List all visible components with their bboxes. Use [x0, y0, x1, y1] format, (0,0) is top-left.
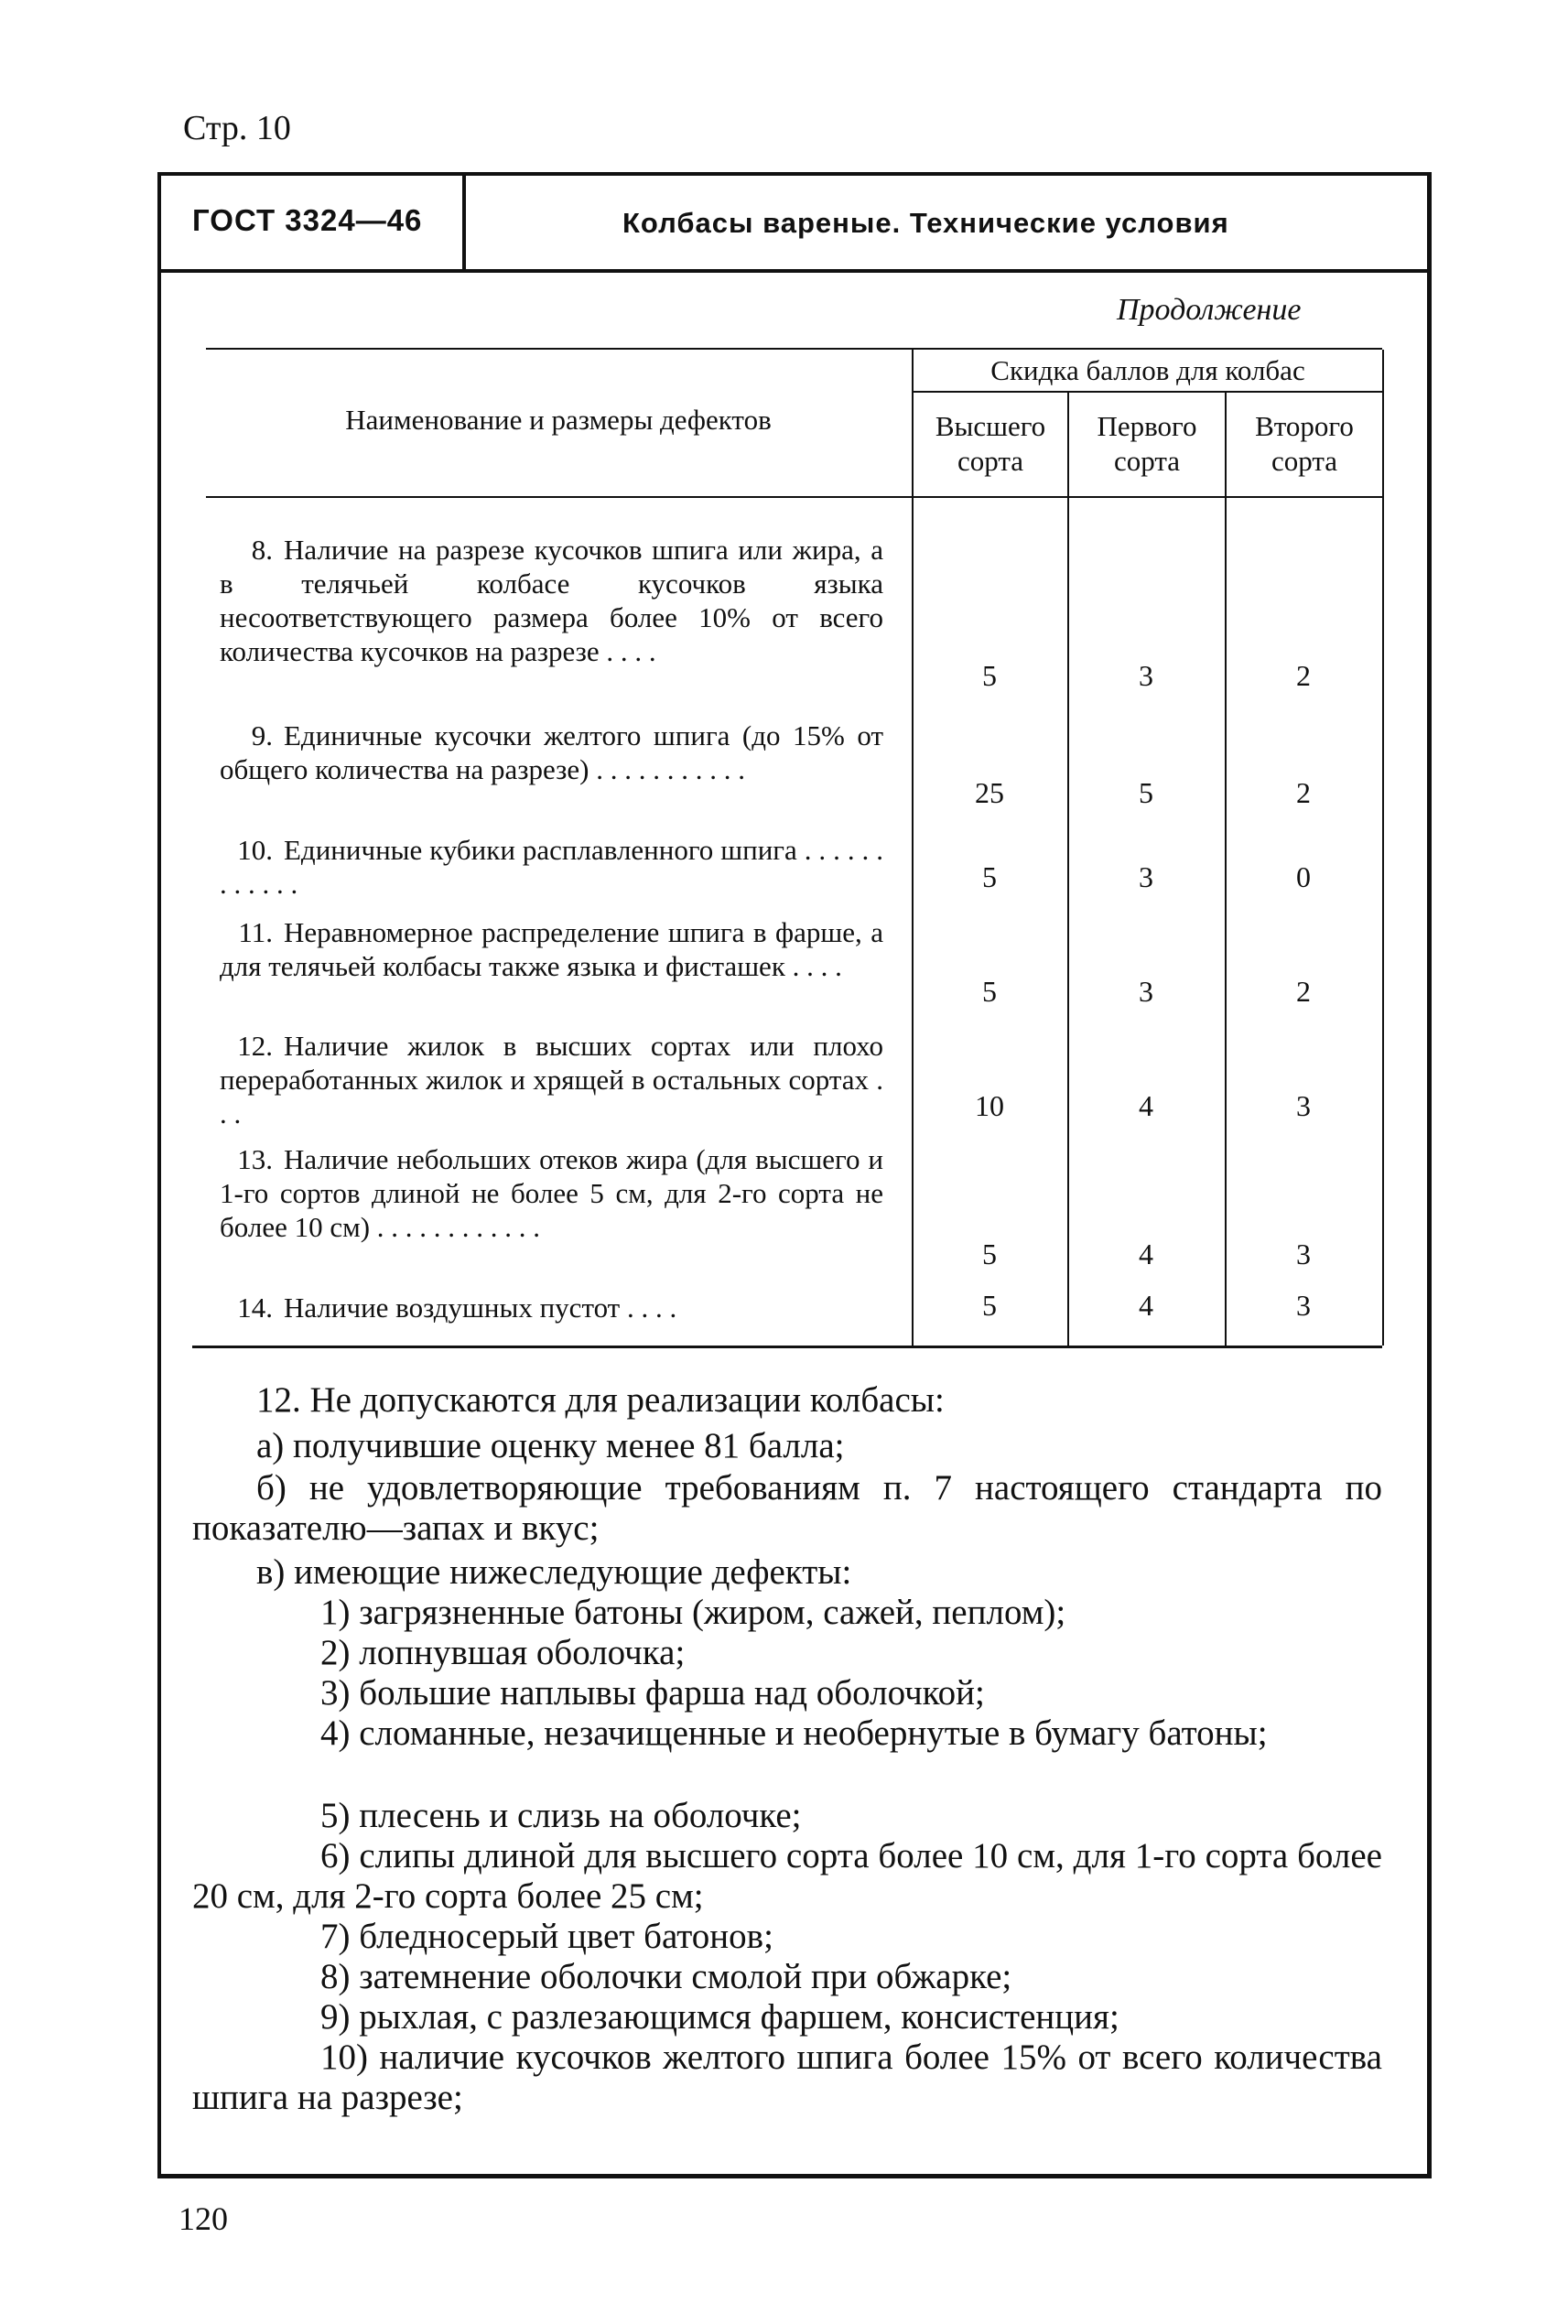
list-item: 5) плесень и слизь на оболочке; [320, 1796, 802, 1835]
table-row: 12. Наличие жилок в высших сортах или плохо переработанных жилок и хрящей в остальных сортах . . . [220, 1030, 883, 1130]
row-value-grade-3: 3 [1296, 1289, 1311, 1322]
list-item: 6) слипы длиной для высшего сорта более 10 см, для 1-го сорта более 20 см, для 2-го сорта более 25 см; [192, 1836, 1382, 1916]
continuation-label: Продолжение [1117, 293, 1302, 327]
list-item: 2) лопнувшая оболочка; [320, 1633, 686, 1672]
row-value-grade-1: 5 [982, 860, 997, 893]
list-item: 10) наличие кусочков желтого шпига более 15% от всего количества шпига на разрезе; [192, 2038, 1382, 2117]
row-value-grade-3: 2 [1296, 776, 1311, 809]
table-vline-3 [1225, 391, 1227, 1346]
frame-right-rule [1427, 174, 1432, 2174]
header-divider [462, 176, 466, 273]
row-value-grade-3: 3 [1296, 1238, 1311, 1270]
clause-b: б) не удовлетворяющие требованиям п. 7 настоящего стандарта по показателю—запах и вкус; [192, 1468, 1382, 1548]
row-value-grade-2: 4 [1139, 1089, 1153, 1122]
row-value-grade-3: 0 [1296, 860, 1311, 893]
list-item: 3) большие наплывы фарша над оболочкой; [320, 1673, 985, 1713]
row-value-grade-1: 5 [982, 975, 997, 1008]
row-value-grade-2: 3 [1139, 659, 1153, 692]
header-bottom-rule [157, 269, 1432, 273]
row-value-grade-2: 4 [1139, 1238, 1153, 1270]
frame-left-rule [157, 174, 161, 2174]
row-value-grade-3: 2 [1296, 659, 1311, 692]
gost-code: ГОСТ 3324—46 [192, 203, 423, 237]
row-value-grade-1: 5 [982, 1238, 997, 1270]
col-header-grade-3: Второго сорта [1255, 410, 1354, 477]
table-row: 9. Единичные кусочки желтого шпига (до 15% от общего количества на разрезе) . . . . . . . . . . . [220, 719, 883, 785]
list-item: 1) загрязненные батоны (жиром, сажей, пеплом); [320, 1593, 1066, 1632]
row-value-grade-3: 2 [1296, 975, 1311, 1008]
table-vline-2 [1067, 391, 1069, 1346]
table-row: 10. Единичные кубики расплавленного шпига . . . . . . . . . . . . [220, 834, 883, 900]
col-header-grade-1: Высшего сорта [935, 410, 1046, 477]
page-number: 120 [178, 2200, 228, 2237]
col-header-group: Скидка баллов для колбас [990, 354, 1305, 386]
row-value-grade-2: 3 [1139, 975, 1153, 1008]
col-header-grade-2: Первого сорта [1097, 410, 1197, 477]
list-item: 4) сломанные, незачищенные и необернутые в бумагу батоны; [320, 1713, 1268, 1753]
row-value-grade-2: 5 [1139, 776, 1153, 809]
row-value-grade-1: 25 [975, 776, 1004, 809]
row-value-grade-1: 10 [975, 1089, 1004, 1122]
list-item: 9) рыхлая, с разлезающимся фаршем, консистенция; [320, 1997, 1119, 2037]
table-row: 14. Наличие воздушных пустот . . . . [237, 1292, 677, 1324]
paragraph-12: 12. Не допускаются для реализации колбасы: [256, 1380, 945, 1420]
footer-rule [157, 2174, 1432, 2178]
clause-a: а) получившие оценку менее 81 балла; [256, 1426, 845, 1465]
table-row: 13. Наличие небольших отеков жира (для высшего и 1-го сортов длиной не более 5 см, для 2-го сорта не более 10 см) . . . . . . . . . . . . [220, 1143, 883, 1243]
list-item: 8) затемнение оболочки смолой при обжарке; [320, 1957, 1012, 1996]
table-row: 11. Неравномерное распределение шпига в фарше, а для телячьей колбасы также языка и фисташек . . . . [220, 916, 883, 982]
document-title: Колбасы вареные. Технические условия [622, 207, 1229, 239]
list-item: 7) бледносерый цвет батонов; [320, 1917, 773, 1956]
col-header-defect: Наименование и размеры дефектов [345, 404, 772, 436]
table-row: 8. Наличие на разрезе кусочков шпига или жира, а в телячьей колбасе кусочков языка несоответствующего размера более 10% от всего количества кусочков на разрезе . . . . [220, 534, 883, 667]
clause-v: в) имеющие нижеследующие дефекты: [256, 1552, 852, 1592]
table-group-rule [912, 391, 1382, 393]
header-top-rule [157, 172, 1432, 176]
row-value-grade-2: 3 [1139, 860, 1153, 893]
row-value-grade-1: 5 [982, 1289, 997, 1322]
table-header-rule [206, 496, 1382, 498]
page-label: Стр. 10 [183, 109, 291, 147]
row-value-grade-3: 3 [1296, 1089, 1311, 1122]
table-top-rule [206, 348, 1382, 350]
table-vline-4 [1382, 350, 1384, 1346]
table-bottom-rule [192, 1346, 1382, 1348]
row-value-grade-1: 5 [982, 659, 997, 692]
table-vline-1 [912, 350, 914, 1346]
row-value-grade-2: 4 [1139, 1289, 1153, 1322]
